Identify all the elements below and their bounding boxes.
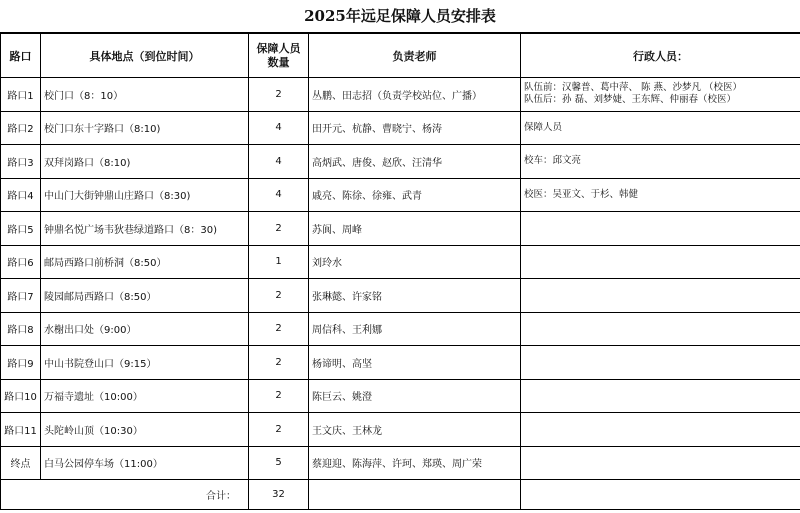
location-cell: 校门口东十字路口（8:10) <box>41 111 249 145</box>
location-cell: 校门口（8：10） <box>41 78 249 112</box>
header-row <box>1 34 800 78</box>
count-cell: 4 <box>249 111 309 145</box>
admin-cell <box>521 78 800 112</box>
location-cell: 万福寺遗址（10:00） <box>41 379 249 413</box>
total-label: 合计： <box>1 480 249 510</box>
teachers-cell: 陈巨云、姚澄 <box>309 379 521 413</box>
admin-line: 校医：吴亚文、于杉、韩健 <box>524 188 639 200</box>
count-cell: 2 <box>249 78 309 112</box>
count-cell: 2 <box>249 279 309 313</box>
location-cell: 中山门大街钟鼎山庄路口（8:30) <box>41 178 249 212</box>
location-cell: 头陀岭山顶（10:30） <box>41 413 249 447</box>
table-row <box>1 446 800 480</box>
location-cell: 白马公园停车场（11:00） <box>41 446 249 480</box>
teachers-cell: 周信科、王利娜 <box>309 312 521 346</box>
table-row <box>1 78 800 112</box>
count-cell: 2 <box>249 413 309 447</box>
count-cell: 2 <box>249 379 309 413</box>
location-cell: 陵园邮局西路口（8:50） <box>41 279 249 313</box>
count-cell: 4 <box>249 178 309 212</box>
teachers-cell: 丛鹏、田志招（负责学校站位、广播） <box>309 78 521 112</box>
count-cell: 5 <box>249 446 309 480</box>
road-cell: 路口3 <box>1 145 41 179</box>
count-cell: 1 <box>249 245 309 279</box>
road-cell: 路口11 <box>1 413 41 447</box>
road-cell: 路口9 <box>1 346 41 380</box>
table-row <box>1 178 800 212</box>
total-empty-admin <box>521 480 800 510</box>
admin-cell <box>521 212 800 246</box>
teachers-cell: 田开元、杭静、曹晓宁、杨涛 <box>309 111 521 145</box>
road-cell: 终点 <box>1 446 41 480</box>
road-cell: 路口4 <box>1 178 41 212</box>
admin-cell <box>521 245 800 279</box>
table-row <box>1 145 800 179</box>
table-row <box>1 379 800 413</box>
teachers-cell: 苏阆、周峰 <box>309 212 521 246</box>
road-cell: 路口10 <box>1 379 41 413</box>
admin-cell <box>521 379 800 413</box>
location-cell: 水榭出口处（9:00） <box>41 312 249 346</box>
sheet-title: 2025年远足保障人员安排表 <box>0 0 800 33</box>
total-value: 32 <box>249 480 309 510</box>
table-row <box>1 279 800 313</box>
road-cell: 路口2 <box>1 111 41 145</box>
count-cell: 2 <box>249 346 309 380</box>
total-row <box>1 480 800 510</box>
admin-cell <box>521 413 800 447</box>
header-road: 路口 <box>1 34 41 78</box>
teachers-cell: 张琳懿、许家铭 <box>309 279 521 313</box>
admin-cell <box>521 279 800 313</box>
table-row <box>1 312 800 346</box>
admin-cell <box>521 446 800 480</box>
road-cell: 路口5 <box>1 212 41 246</box>
table-row <box>1 245 800 279</box>
table-row <box>1 111 800 145</box>
road-cell: 路口1 <box>1 78 41 112</box>
teachers-cell: 蔡迎迎、陈海萍、许珂、郑瑛、周广荣 <box>309 446 521 480</box>
count-cell: 4 <box>249 145 309 179</box>
road-cell: 路口6 <box>1 245 41 279</box>
admin-cell <box>521 178 800 212</box>
location-cell: 邮局西路口前桥洞（8:50） <box>41 245 249 279</box>
count-cell: 2 <box>249 212 309 246</box>
teachers-cell: 戚亮、陈徐、徐雍、武青 <box>309 178 521 212</box>
header-location: 具体地点（到位时间） <box>41 34 249 78</box>
admin-line: 保障人员 <box>524 121 563 133</box>
header-admin: 行政人员： <box>521 34 800 78</box>
admin-cell <box>521 346 800 380</box>
admin-line: 队伍后：孙 磊、刘梦婕、王东辉、仲丽春（校医） <box>524 94 737 106</box>
table-row <box>1 413 800 447</box>
arrangement-table <box>0 33 800 510</box>
location-cell: 中山书院登山口（9:15） <box>41 346 249 380</box>
total-empty-teachers <box>309 480 521 510</box>
admin-cell <box>521 111 800 145</box>
road-cell: 路口8 <box>1 312 41 346</box>
table-row <box>1 212 800 246</box>
admin-line: 队伍前：汉馨普、葛中萍、 陈 燕、沙梦凡 （校医） <box>524 82 743 94</box>
teachers-cell: 刘玲水 <box>309 245 521 279</box>
admin-line: 校车：邱文亮 <box>524 155 582 167</box>
teachers-cell: 高炳武、唐俊、赵欣、汪清华 <box>309 145 521 179</box>
location-cell: 钟鼎名悦广场韦狄巷绿道路口（8：30) <box>41 212 249 246</box>
table-row <box>1 346 800 380</box>
road-cell: 路口7 <box>1 279 41 313</box>
admin-cell <box>521 145 800 179</box>
count-cell: 2 <box>249 312 309 346</box>
teachers-cell: 王文庆、王林龙 <box>309 413 521 447</box>
location-cell: 双拜岗路口（8:10) <box>41 145 249 179</box>
admin-cell <box>521 312 800 346</box>
header-teachers: 负责老师 <box>309 34 521 78</box>
header-count: 保障人员 数量 <box>249 34 309 78</box>
teachers-cell: 杨谛明、高坚 <box>309 346 521 380</box>
